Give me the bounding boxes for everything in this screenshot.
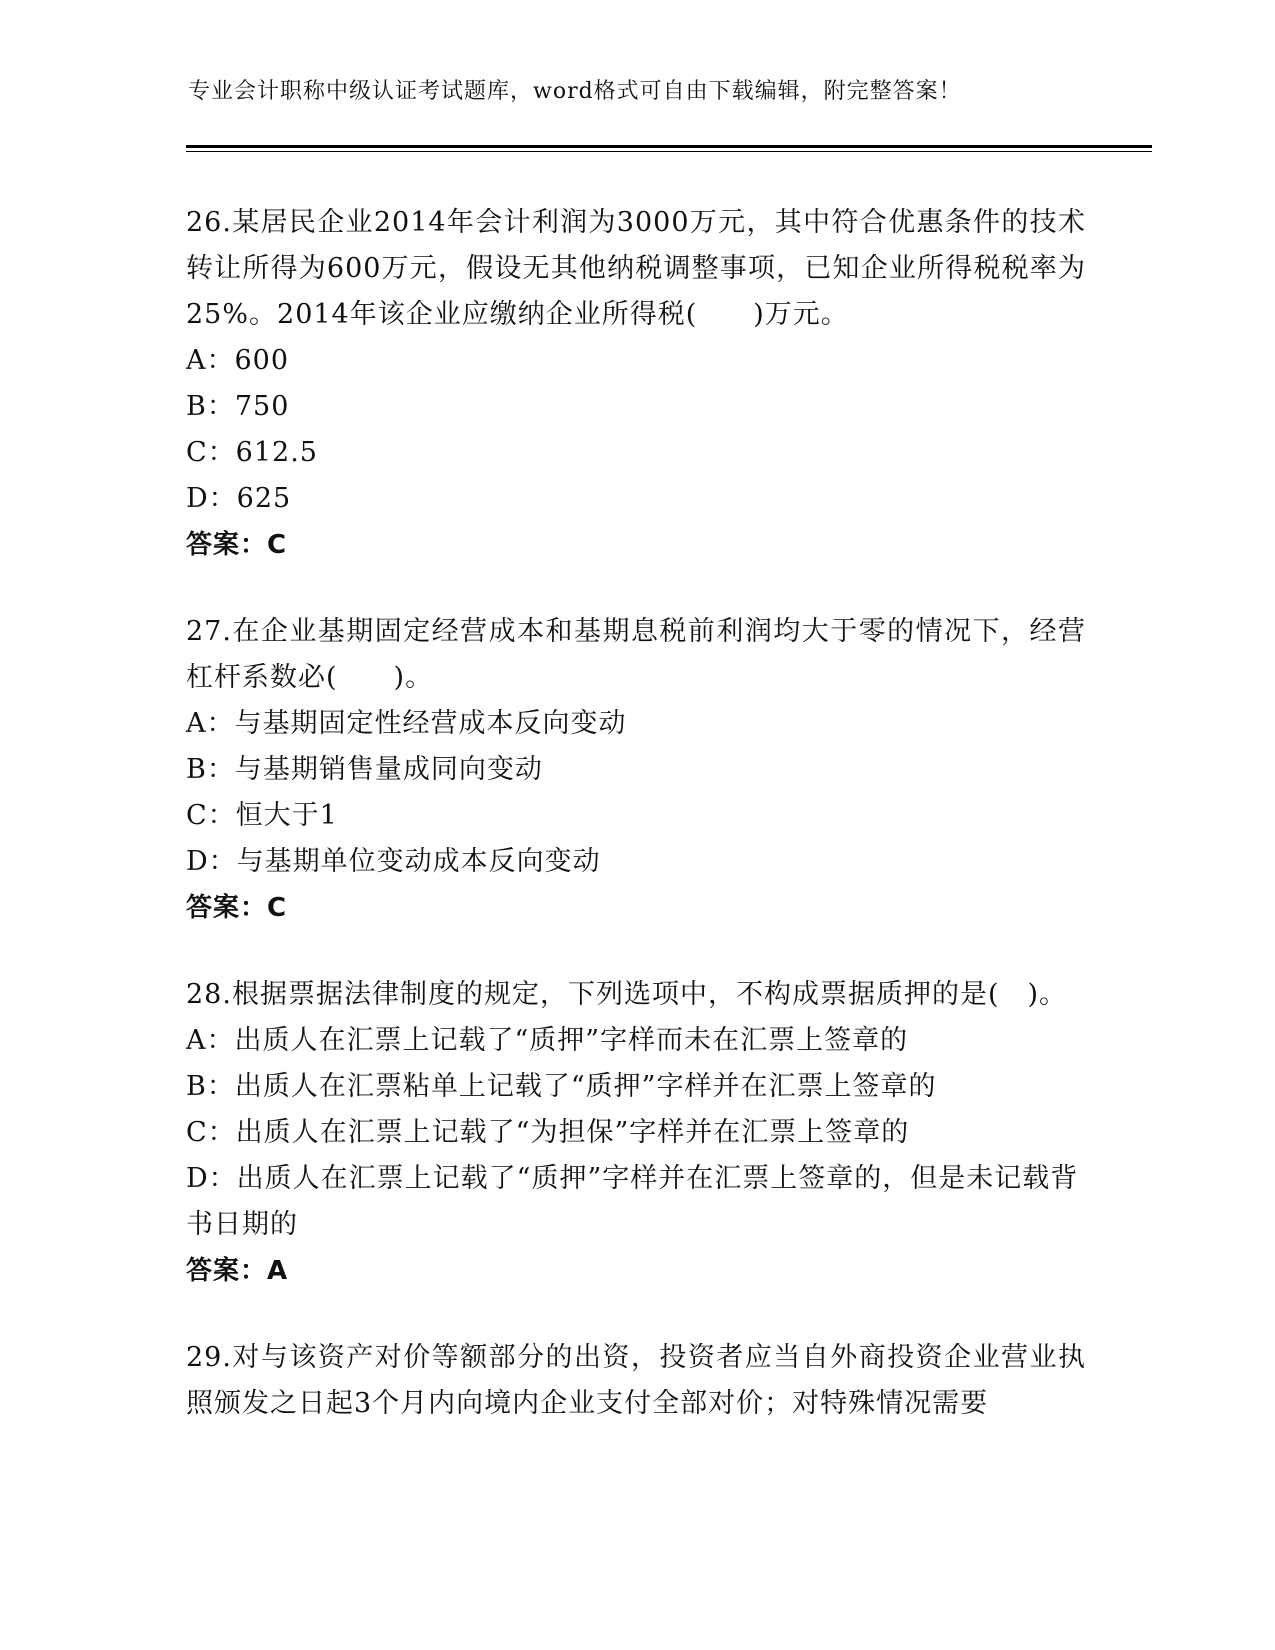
question-26 — [186, 200, 1086, 568]
option-d: D：625 — [186, 483, 292, 514]
answer-value: C — [267, 893, 288, 923]
option-c: C：恒大于1 — [186, 800, 338, 831]
question-stem: 26.某居民企业2014年会计利润为3000万元，其中符合优惠条件的技术转让所得为600万元，假设无其他纳税调整事项，已知企业所得税税率为25%。2014年该企业应缴纳企业所得税( )万元。 — [186, 207, 1086, 330]
option-a: A：与基期固定性经营成本反向变动 — [186, 708, 627, 739]
answer-label: 答案： — [186, 530, 268, 560]
option-a: A：出质人在汇票上记载了“质押”字样而未在汇票上签章的 — [186, 1025, 909, 1056]
option-d: D：与基期单位变动成本反向变动 — [186, 846, 601, 877]
option-c: C：出质人在汇票上记载了“为担保”字样并在汇票上签章的 — [186, 1117, 910, 1148]
option-a: A：600 — [186, 345, 290, 376]
answer-line — [186, 885, 1086, 931]
answer-line — [186, 522, 1086, 568]
option-b: B：出质人在汇票粘单上记载了“质押”字样并在汇票上签章的 — [186, 1071, 937, 1102]
header-divider-thick — [186, 145, 1152, 148]
option-b: B：与基期销售量成同向变动 — [186, 754, 543, 785]
question-list — [186, 200, 1086, 1468]
answer-value: C — [267, 530, 288, 560]
option-d: D：出质人在汇票上记载了“质押”字样并在汇票上签章的，但是未记载背书日期的 — [186, 1163, 1079, 1240]
answer-label: 答案： — [186, 1256, 268, 1286]
question-stem: 29.对与该资产对价等额部分的出资，投资者应当自外商投资企业营业执照颁发之日起3个月内向境内企业支付全部对价；对特殊情况需要 — [186, 1342, 1086, 1419]
question-stem: 27.在企业基期固定经营成本和基期息税前利润均大于零的情况下，经营杠杆系数必( )。 — [186, 616, 1086, 693]
answer-label: 答案： — [186, 893, 268, 923]
page-header: 专业会计职称中级认证考试题库，word格式可自由下载编辑，附完整答案！ — [188, 79, 962, 104]
option-c: C：612.5 — [186, 437, 318, 468]
answer-line — [186, 1248, 1086, 1294]
question-28 — [186, 972, 1086, 1294]
question-29 — [186, 1335, 1086, 1427]
answer-value: A — [267, 1256, 289, 1286]
option-b: B：750 — [186, 391, 290, 422]
question-27 — [186, 609, 1086, 931]
question-stem: 28.根据票据法律制度的规定，下列选项中，不构成票据质押的是( )。 — [186, 979, 1068, 1010]
header-divider-thin — [186, 151, 1152, 152]
